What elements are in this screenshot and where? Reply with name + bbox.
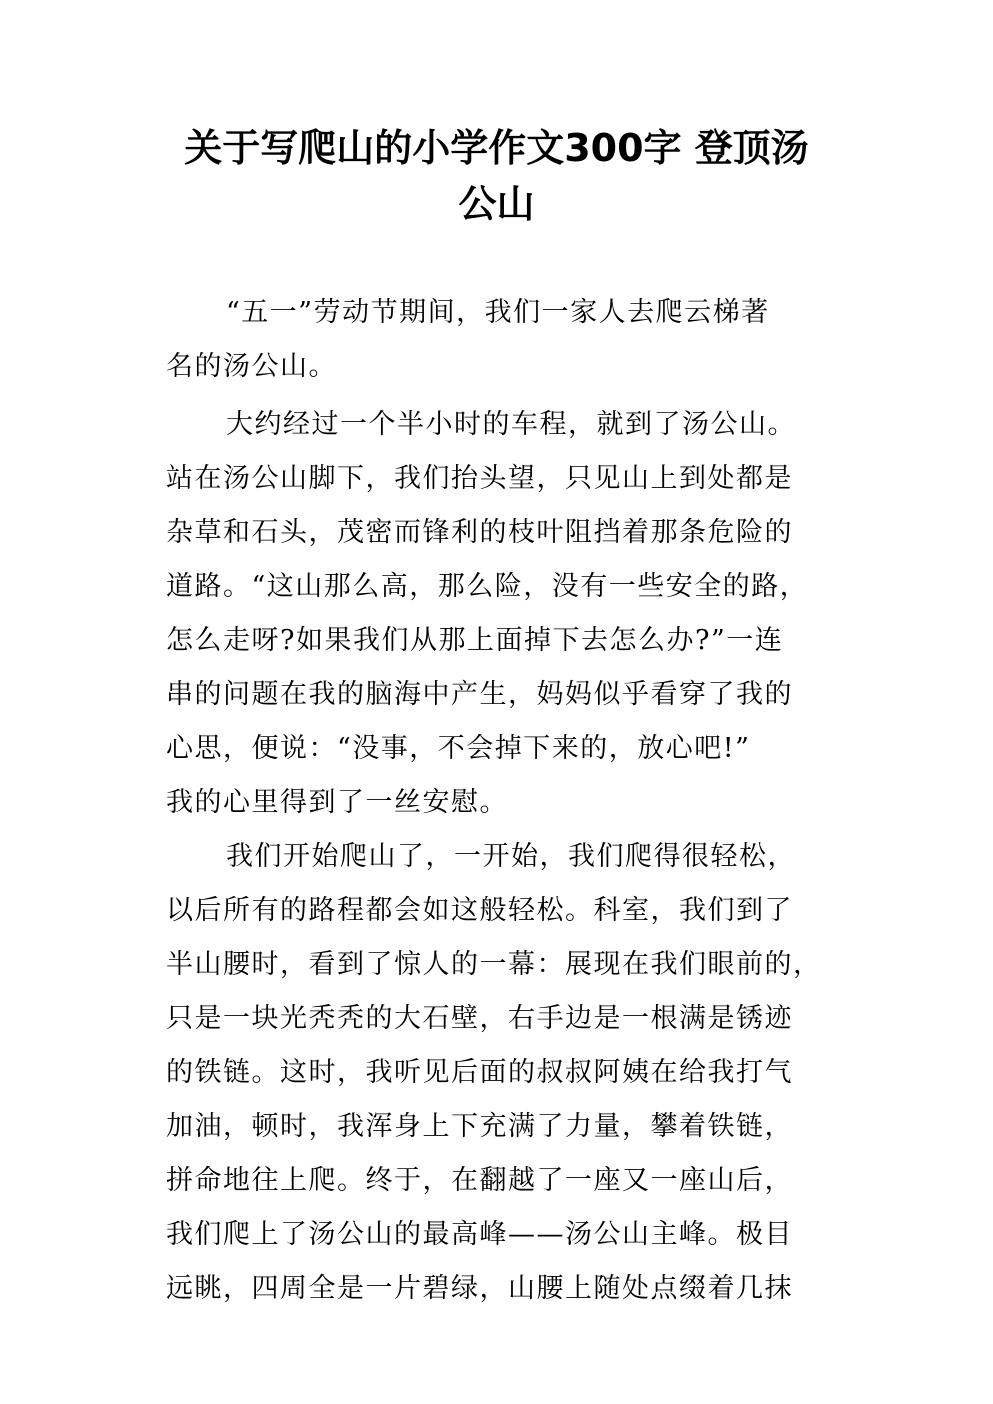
text-line: 怎么走呀?如果我们从那上面掉下去怎么办?”一连 — [166, 625, 784, 656]
text-line: 我们开始爬山了，一开始，我们爬得很轻松， — [226, 841, 796, 872]
text-line: 半山腰时，看到了惊人的一幕：展现在我们眼前的， — [166, 949, 822, 980]
text-line: 的铁链。这时，我听见后面的叔叔阿姨在给我打气 — [166, 1057, 793, 1088]
text-line: 名的汤公山。 — [166, 351, 337, 382]
title-line-2: 公山 — [458, 182, 535, 226]
text-line: 我们爬上了汤公山的最高峰——汤公山主峰。极目 — [166, 1219, 793, 1250]
text-line: 道路。“这山那么高，那么险，没有一些安全的路， — [166, 571, 809, 602]
text-line: 心思，便说：“没事，不会掉下来的，放心吧!” — [166, 733, 751, 764]
text-line: 拼命地往上爬。终于，在翻越了一座又一座山后， — [166, 1165, 793, 1196]
text-line: “五一”劳动节期间，我们一家人去爬云梯著 — [226, 297, 770, 328]
text-line: 加油，顿时，我浑身上下充满了力量，攀着铁链， — [166, 1111, 793, 1142]
text-line: 杂草和石头，茂密而锋利的枝叶阻挡着那条危险的 — [166, 517, 793, 548]
document-title — [120, 120, 873, 232]
text-line: 以后所有的路程都会如这般轻松。科室，我们到了 — [166, 895, 793, 926]
text-line: 站在汤公山脚下，我们抬头望，只见山上到处都是 — [166, 463, 793, 494]
text-line: 大约经过一个半小时的车程，就到了汤公山。 — [226, 409, 796, 440]
text-line: 我的心里得到了一丝安慰。 — [166, 787, 508, 818]
text-line: 远眺，四周全是一片碧绿，山腰上随处点缀着几抹 — [166, 1273, 793, 1304]
text-line: 只是一块光秃秃的大石壁，右手边是一根满是锈迹 — [166, 1003, 793, 1034]
text-line: 串的问题在我的脑海中产生，妈妈似乎看穿了我的 — [166, 679, 793, 710]
title-line-1: 关于写爬山的小学作文300字 登顶汤 — [184, 126, 809, 170]
